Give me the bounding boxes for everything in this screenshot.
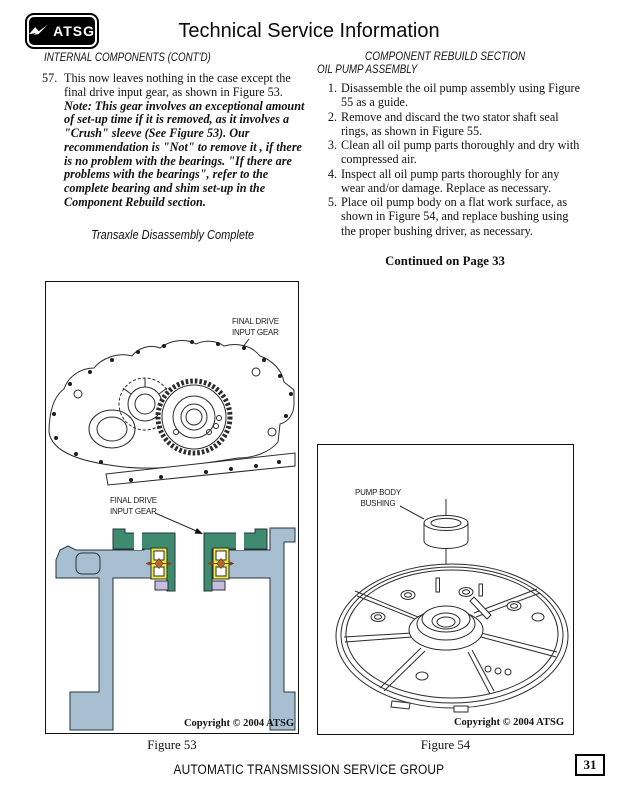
final-drive-label-lower-line1: FINAL DRIVE (110, 496, 157, 505)
final-drive-label-upper-line1: FINAL DRIVE (232, 317, 279, 326)
rebuild-steps-list (321, 81, 585, 238)
item-note: Note: This gear involves an exceptional amount of set-up time if it is removed, as it involves a "Crush" sleeve (See Figure 53). Our recommendation is "Not" to remove it , if there is no problem with the bearings. "If there are problems with the bearings", refer to the complete bearing and shim set-up in the Component Rebuild section. (64, 98, 305, 210)
figure53-copyright: Copyright © 2004 ATSG (183, 718, 294, 729)
step-row (321, 81, 585, 110)
final-drive-label-lower-line2: INPUT GEAR (110, 507, 157, 516)
figure54-copyright: Copyright © 2004 ATSG (453, 717, 564, 728)
instruction-item-57 (42, 72, 310, 210)
pump-body-bushing-drawing (424, 516, 468, 549)
figure-54-frame (317, 444, 574, 735)
step-text: Inspect all oil pump parts thoroughly for any wear and/or damage. Replace as necessary. (341, 166, 560, 195)
transaxle-case-drawing (49, 340, 295, 485)
right-case-section (224, 528, 295, 730)
step-text: Place oil pump body on a flat work surface, as shown in Figure 54, and replace bushing using the proper bushing driver, as necessary. (341, 195, 569, 238)
left-case-section (56, 544, 152, 730)
item-text: This now leaves nothing in the case except the final drive input gear, as shown in Figure 53. (64, 71, 291, 99)
step-text: Disassemble the oil pump assembly using Figure 55 as a guide. (341, 81, 580, 110)
item-body (64, 72, 310, 210)
step-number: 5. (327, 195, 337, 210)
step-number: 3. (327, 138, 337, 153)
step-text: Remove and discard the two stator shaft seal rings, as shown in Figure 55. (341, 109, 559, 138)
oil-pump-subheading: OIL PUMP ASSEMBLY (317, 64, 418, 76)
figure-54-caption: Figure 54 (420, 738, 471, 752)
step-text: Clean all oil pump parts thoroughly and dry with compressed air. (341, 138, 580, 167)
lower-label-arrow (155, 513, 201, 533)
page-title: Technical Service Information (178, 20, 440, 42)
cross-section-drawing (56, 528, 295, 730)
step-number: 2. (327, 109, 337, 124)
step-number: 1. (327, 81, 337, 95)
step-row (321, 167, 585, 196)
disassembly-complete-line: Transaxle Disassembly Complete (91, 228, 255, 242)
step-row (321, 195, 585, 238)
atsg-logo-text: ATSG (53, 23, 95, 39)
pump-body-label-line1: PUMP BODY (354, 488, 402, 497)
figure-53-frame (45, 281, 299, 734)
left-section-heading: INTERNAL COMPONENTS (CONT'D) (44, 52, 211, 64)
right-washer (212, 581, 225, 590)
pump-body-label-line2: BUSHING (360, 499, 396, 508)
step-row (321, 110, 585, 139)
lower-arrowhead-icon (195, 528, 204, 534)
page-number-badge: 31 (575, 754, 605, 776)
right-section-heading: COMPONENT REBUILD SECTION (364, 51, 526, 63)
left-washer (155, 581, 168, 590)
figure-53-drawing (46, 282, 297, 732)
item-number: 57. (42, 71, 58, 85)
step-row (321, 138, 585, 167)
figure-53-caption: Figure 53 (147, 738, 197, 752)
step-number: 4. (327, 166, 337, 181)
footer-organization: AUTOMATIC TRANSMISSION SERVICE GROUP (173, 762, 445, 777)
final-drive-label-upper-line2: INPUT GEAR (232, 328, 279, 337)
figure-54-drawing (318, 445, 571, 732)
pump-body-drawing (336, 564, 568, 712)
pump-body-leader-line (400, 506, 424, 519)
continued-note: Continued on Page 33 (385, 254, 505, 268)
